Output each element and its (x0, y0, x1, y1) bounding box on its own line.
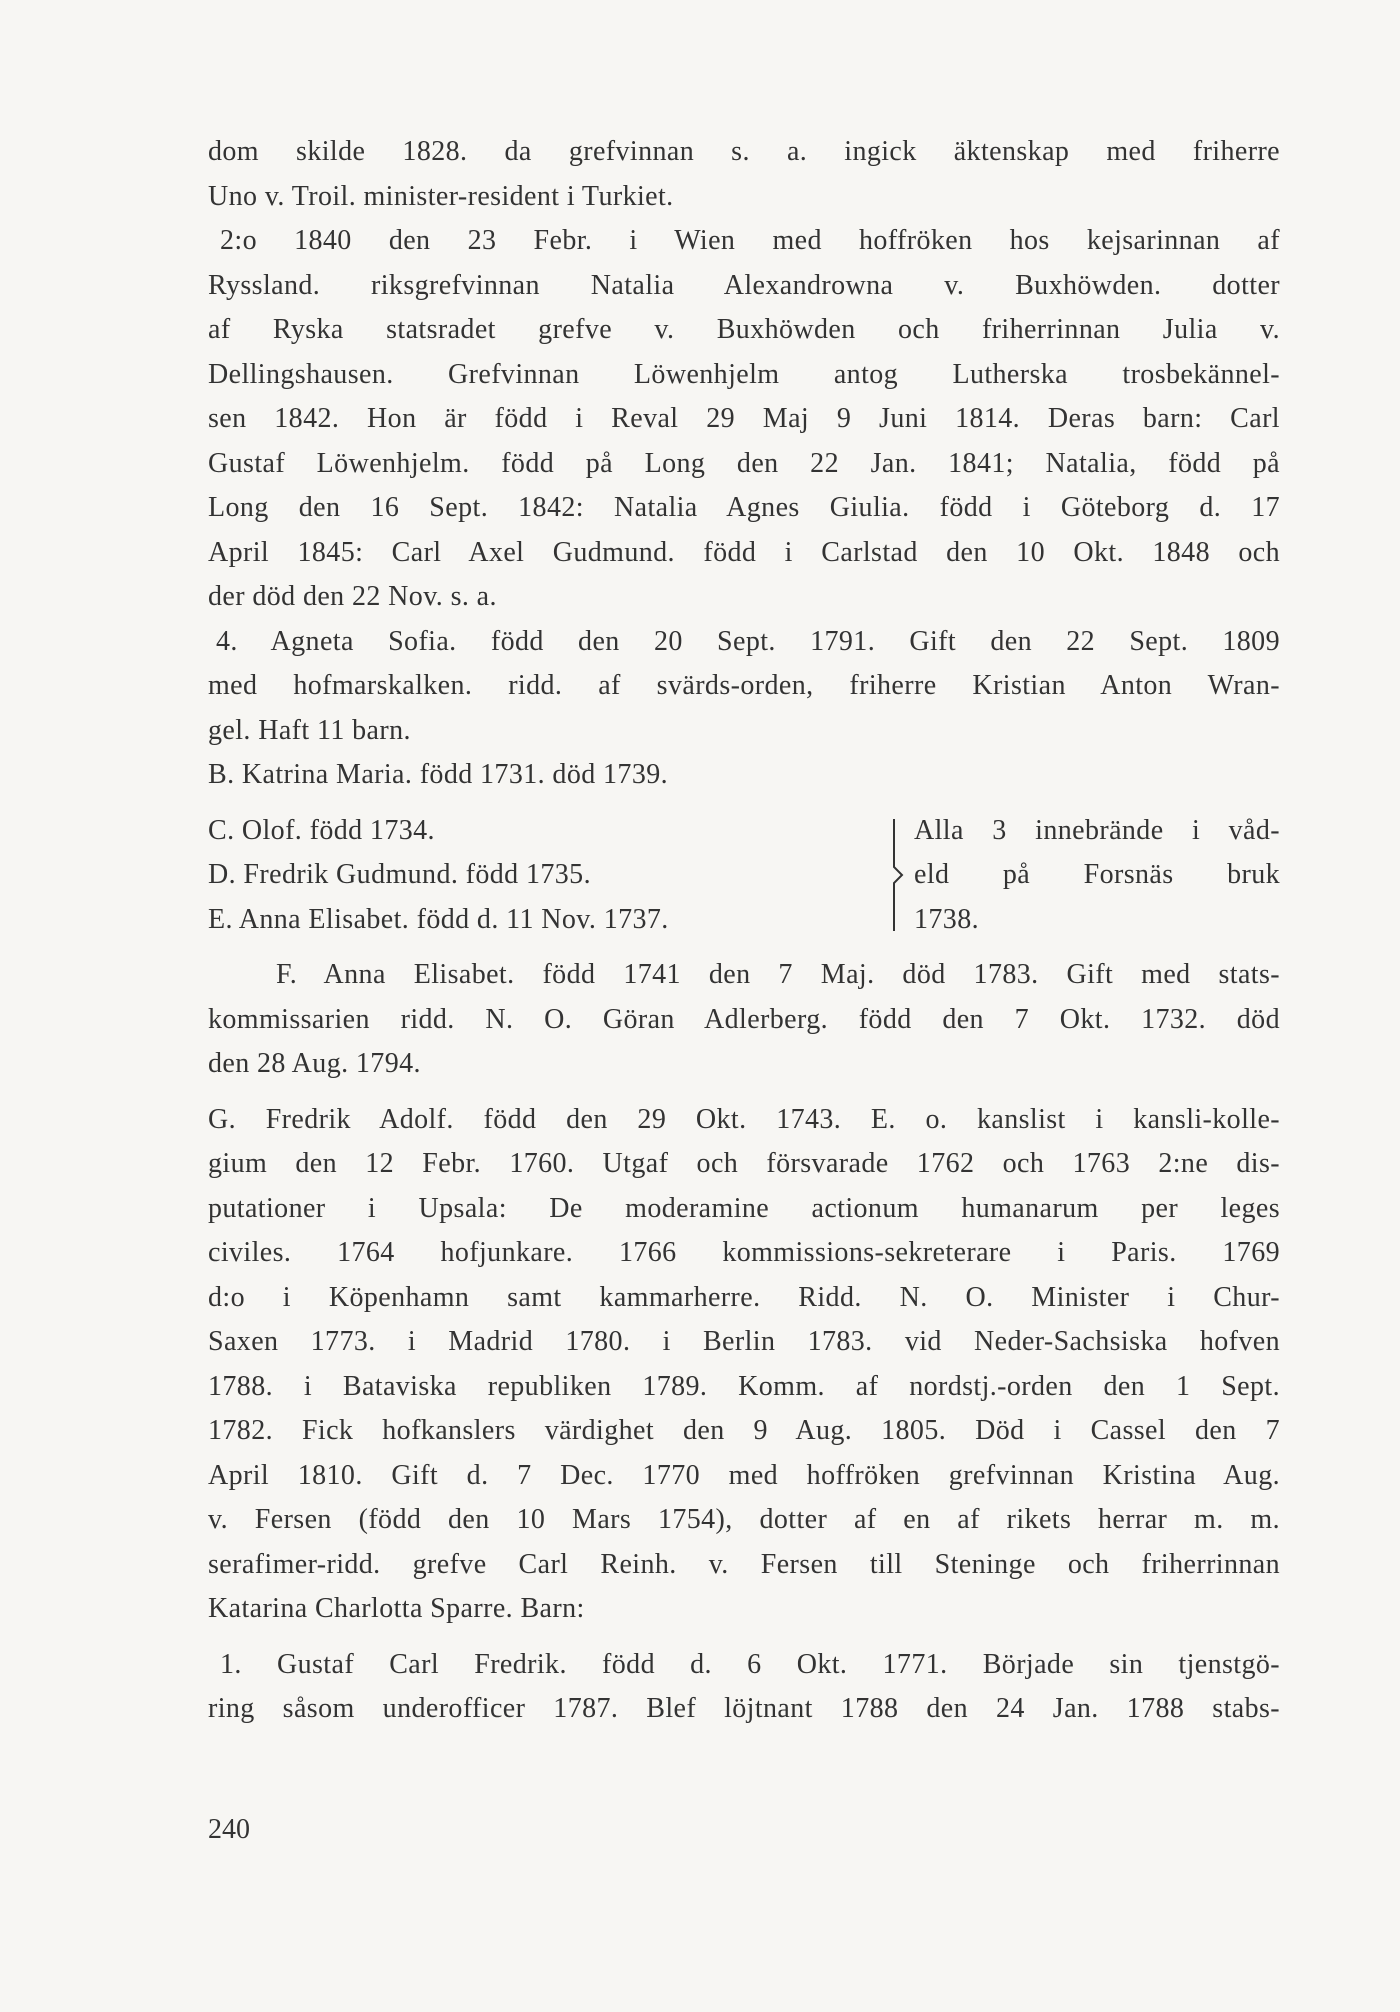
curly-brace-icon (890, 817, 908, 933)
text-line: d:o i Köpenhamn samt kammarherre. Ridd. N. O. Minister i Chur- (208, 1281, 1280, 1313)
text-line: 1788. i Bataviska republiken 1789. Komm. af nordstj.-orden den 1 Sept. (208, 1370, 1280, 1402)
text-line: civiles. 1764 hofjunkare. 1766 kommissions-sekreterare i Paris. 1769 (208, 1237, 1280, 1268)
text-line: sen 1842. Hon är född i Reval 29 Maj 9 Juni 1814. Deras barn: Carl (208, 403, 1280, 434)
text-line: Gustaf Löwenhjelm. född på Long den 22 Jan. 1841; Natalia, född på (208, 447, 1280, 479)
page-number: 240 (208, 1814, 250, 1845)
text-line: F. Anna Elisabet. född 1741 den 7 Maj. död 1783. Gift med stats- (276, 959, 1280, 990)
bracketed-entries (208, 809, 1280, 943)
text-line: Dellingshausen. Grefvinnan Löwenhjelm antog Lutherska trosbekännel- (208, 358, 1280, 390)
text-line: Ryssland. riksgrefvinnan Natalia Alexandrowna v. Buxhöwden. dotter (208, 269, 1280, 301)
text-line: eld på Forsnäs bruk (914, 859, 1280, 890)
text-line: serafimer-ridd. grefve Carl Reinh. v. Fersen till Steninge och friherrinnan (208, 1548, 1280, 1580)
text-line: 1738. (914, 903, 979, 935)
text-line: C. Olof. född 1734. (208, 814, 435, 846)
text-line: Katarina Charlotta Sparre. Barn: (208, 1593, 585, 1624)
text-line: D. Fredrik Gudmund. född 1735. (208, 859, 591, 890)
text-line: Uno v. Troil. minister-resident i Turkiet. (208, 180, 674, 212)
text-line: gium den 12 Febr. 1760. Utgaf och försvarade 1762 och 1763 2:ne dis- (208, 1148, 1280, 1179)
text-line: putationer i Upsala: De moderamine actionum humanarum per leges (208, 1192, 1280, 1224)
text-line: E. Anna Elisabet. född d. 11 Nov. 1737. (208, 903, 669, 935)
text-line: G. Fredrik Adolf. född den 29 Okt. 1743. E. o. kanslist i kansli-kolle- (208, 1103, 1280, 1135)
text-line: kommissarien ridd. N. O. Göran Adlerberg. född den 7 Okt. 1732. död (208, 1003, 1280, 1035)
page-body (208, 130, 1280, 1732)
text-line: April 1845: Carl Axel Gudmund. född i Carlstad den 10 Okt. 1848 och (208, 536, 1280, 568)
bracket-right-column (914, 809, 1280, 943)
text-line: der död den 22 Nov. s. a. (208, 581, 497, 612)
text-line: Long den 16 Sept. 1842: Natalia Agnes Giulia. född i Göteborg d. 17 (208, 492, 1280, 523)
text-line: v. Fersen (född den 10 Mars 1754), dotter af en af rikets herrar m. m. (208, 1504, 1280, 1535)
text-line: 1782. Fick hofkanslers värdighet den 9 Aug. 1805. Död i Cassel den 7 (208, 1415, 1280, 1446)
text-line: med hofmarskalken. ridd. af svärds-orden, friherre Kristian Anton Wran- (208, 670, 1280, 701)
text-line: Saxen 1773. i Madrid 1780. i Berlin 1783. vid Neder-Sachsiska hofven (208, 1326, 1280, 1357)
text-line: B. Katrina Maria. född 1731. död 1739. (208, 759, 669, 790)
text-line: 4. Agneta Sofia. född den 20 Sept. 1791. Gift den 22 Sept. 1809 (216, 625, 1280, 657)
text-line: 1. Gustaf Carl Fredrik. född d. 6 Okt. 1771. Började sin tjenstgö- (220, 1648, 1280, 1680)
text-line: dom skilde 1828. da grefvinnan s. a. ingick äktenskap med friherre (208, 136, 1280, 167)
text-line: den 28 Aug. 1794. (208, 1048, 421, 1079)
bracket-left-column (208, 809, 868, 943)
text-line: af Ryska statsradet grefve v. Buxhöwden och friherrinnan Julia v. (208, 314, 1280, 345)
text-line: ring såsom underofficer 1787. Blef löjtnant 1788 den 24 Jan. 1788 stabs- (208, 1693, 1280, 1724)
text-line: April 1810. Gift d. 7 Dec. 1770 med hoffröken grefvinnan Kristina Aug. (208, 1459, 1280, 1491)
text-line: gel. Haft 11 barn. (208, 714, 411, 746)
text-line: 2:o 1840 den 23 Febr. i Wien med hoffröken hos kejsarinnan af (220, 225, 1280, 256)
text-line: Alla 3 innebrände i våd- (914, 814, 1280, 846)
